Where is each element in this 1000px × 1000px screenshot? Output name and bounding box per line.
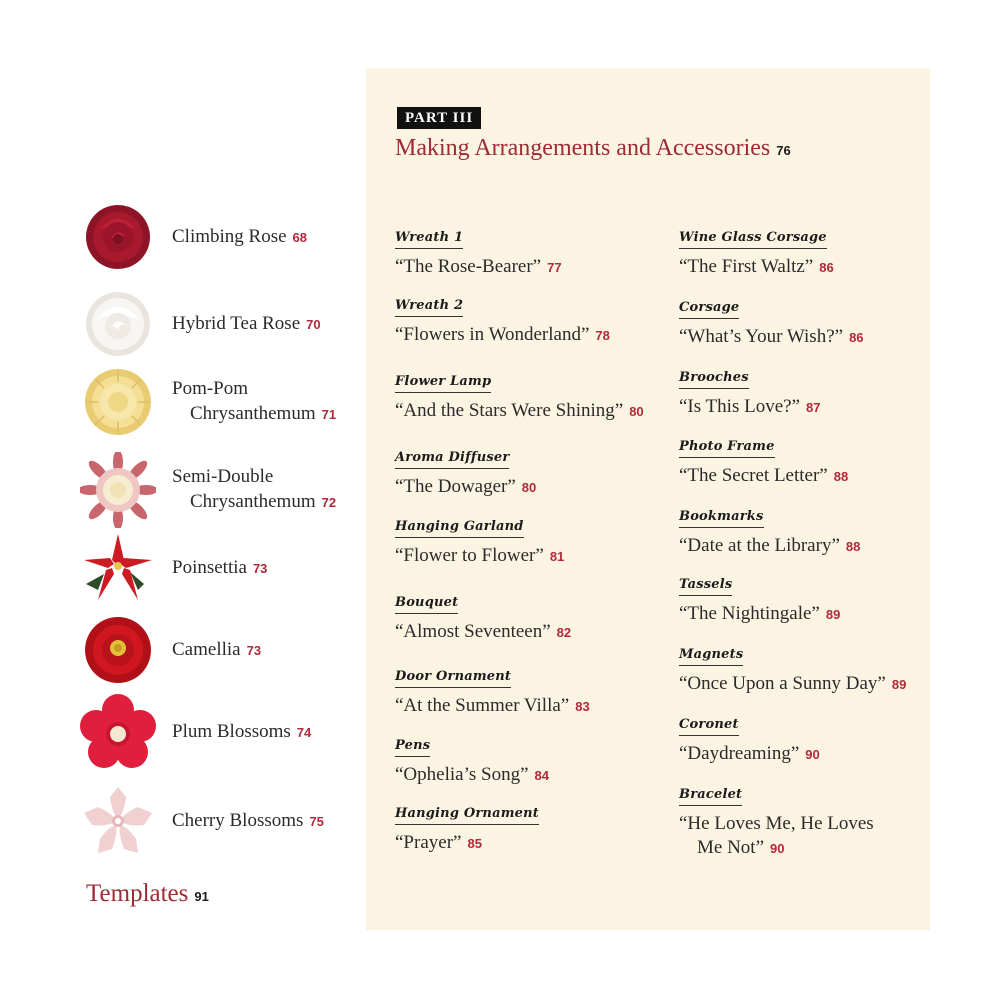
entry-page-number: 89 (825, 607, 841, 622)
entry-category: Pens (395, 738, 430, 757)
entry-page-number: 88 (833, 469, 849, 484)
flower-item-climbing-rose[interactable] (80, 199, 370, 275)
entry-hanging-ornament[interactable] (395, 804, 539, 856)
entry-category: Aroma Diffuser (395, 450, 509, 469)
entry-title: “Almost Seventeen” 82 (395, 621, 572, 642)
entry-category: Wine Glass Corsage (679, 230, 827, 249)
entry-category: Brooches (679, 370, 749, 389)
flower-name: Hybrid Tea Rose 70 (172, 313, 321, 334)
entry-category: Coronet (679, 717, 739, 736)
entry-title: “Date at the Library” 88 (679, 535, 861, 556)
flower-name: Poinsettia 73 (172, 557, 268, 578)
flower-item-pom-pom-chrysanthemum[interactable] (80, 364, 370, 440)
flower-item-plum-blossoms[interactable] (80, 694, 370, 770)
entry-corsage[interactable] (679, 298, 864, 350)
entry-page-number: 77 (547, 260, 562, 275)
entry-aroma-diffuser[interactable] (395, 448, 536, 500)
entry-page-number: 85 (467, 836, 482, 851)
entry-page-number: 78 (595, 328, 610, 343)
flower-page-number: 75 (309, 814, 324, 829)
entry-bouquet[interactable] (395, 593, 571, 645)
entry-title: “And the Stars Were Shining” 80 (395, 400, 644, 421)
entry-flower-lamp[interactable] (395, 372, 644, 424)
flower-item-semi-double-chrysanthemum[interactable] (80, 452, 370, 528)
flower-page-number: 71 (321, 407, 337, 422)
entry-magnets[interactable] (679, 645, 906, 697)
entry-title: “The Secret Letter” 88 (679, 465, 849, 486)
part-page-number: 76 (776, 143, 791, 158)
entry-category: Bookmarks (679, 509, 764, 528)
entry-title: “Is This Love?” 87 (679, 396, 821, 417)
entry-title: “He Loves Me, He Loves Me Not” 90 (679, 813, 874, 858)
entry-category: Flower Lamp (395, 374, 491, 393)
flower-name: Semi-Double Chrysanthemum 72 (172, 466, 337, 512)
flower-item-hybrid-tea-rose[interactable] (80, 286, 370, 362)
flower-item-cherry-blossoms[interactable] (80, 783, 370, 859)
poinsettia-icon (80, 530, 156, 606)
flower-name: Climbing Rose 68 (172, 226, 308, 247)
flower-item-camellia[interactable] (80, 612, 370, 688)
flower-name: Cherry Blossoms 75 (172, 810, 324, 831)
entry-page-number: 80 (629, 404, 644, 419)
flower-page-number: 70 (306, 317, 321, 332)
flower-name: Plum Blossoms 74 (172, 721, 312, 742)
entry-page-number: 83 (575, 699, 590, 714)
entry-category: Hanging Garland (395, 519, 524, 538)
entry-tassels[interactable] (679, 575, 840, 627)
entry-title: “Prayer” 85 (395, 832, 482, 853)
entry-category: Magnets (679, 647, 743, 666)
templates-link[interactable] (86, 880, 209, 908)
entry-category: Corsage (679, 300, 739, 319)
entry-coronet[interactable] (679, 715, 820, 767)
entry-title: “The Rose-Bearer” 77 (395, 256, 562, 277)
entry-title: “What’s Your Wish?” 86 (679, 326, 864, 347)
entry-brooches[interactable] (679, 368, 820, 420)
pom-pom-chrysanthemum-icon (80, 364, 156, 440)
entry-bracelet[interactable] (679, 785, 874, 861)
entry-wreath-2[interactable] (395, 296, 610, 348)
part-title[interactable] (395, 135, 791, 162)
cherry-blossom-icon (80, 783, 156, 859)
entry-page-number: 90 (805, 747, 820, 762)
entry-photo-frame[interactable] (679, 437, 848, 489)
entry-title: “Flowers in Wonderland” 78 (395, 324, 610, 345)
entry-category: Door Ornament (395, 669, 511, 688)
entry-title: “Ophelia’s Song” 84 (395, 764, 549, 785)
flower-name: Camellia 73 (172, 639, 262, 660)
templates-label: Templates (86, 880, 189, 907)
entry-category: Hanging Ornament (395, 806, 539, 825)
entry-category: Photo Frame (679, 439, 775, 458)
entry-page-number: 86 (819, 260, 834, 275)
flower-page-number: 68 (292, 230, 308, 245)
entry-page-number: 80 (521, 480, 537, 495)
entry-hanging-garland[interactable] (395, 517, 564, 569)
entry-title: “At the Summer Villa” 83 (395, 695, 590, 716)
entry-page-number: 89 (891, 677, 907, 692)
entry-title: “Daydreaming” 90 (679, 743, 820, 764)
entry-category: Bouquet (395, 595, 458, 614)
entry-page-number: 82 (556, 625, 572, 640)
entry-category: Tassels (679, 577, 732, 596)
entry-page-number: 88 (845, 539, 861, 554)
flower-item-poinsettia[interactable] (80, 530, 370, 606)
entry-category: Wreath 1 (395, 230, 463, 249)
entry-bookmarks[interactable] (679, 507, 860, 559)
plum-blossom-icon (80, 694, 156, 770)
climbing-rose-icon (80, 199, 156, 275)
entry-title: “The Nightingale” 89 (679, 603, 841, 624)
entry-title: “The First Waltz” 86 (679, 256, 834, 277)
entry-title: “Flower to Flower” 81 (395, 545, 565, 566)
part-label: PART III (397, 107, 481, 129)
entry-category: Wreath 2 (395, 298, 463, 317)
flower-page-number: 73 (252, 561, 268, 576)
entry-page-number: 81 (549, 549, 565, 564)
entry-title: “The Dowager” 80 (395, 476, 537, 497)
flower-name: Pom-Pom Chrysanthemum 71 (172, 378, 337, 424)
templates-page-number: 91 (194, 889, 209, 904)
entry-title: “Once Upon a Sunny Day” 89 (679, 673, 907, 694)
flower-page-number: 74 (296, 725, 312, 740)
entry-pens[interactable] (395, 736, 549, 788)
semi-double-chrysanthemum-icon (80, 452, 156, 528)
flower-page-number: 73 (246, 643, 262, 658)
flower-page-number: 72 (321, 495, 337, 510)
part-title-text: Making Arrangements and Accessories (395, 135, 771, 161)
entry-door-ornament[interactable] (395, 667, 590, 719)
entry-page-number: 84 (534, 768, 549, 783)
entry-category: Bracelet (679, 787, 742, 806)
entry-wine-glass-corsage[interactable] (679, 228, 834, 280)
entry-wreath-1[interactable] (395, 228, 562, 280)
hybrid-tea-rose-icon (80, 286, 156, 362)
entry-page-number: 87 (806, 400, 821, 415)
entry-page-number: 90 (770, 841, 785, 856)
entry-page-number: 86 (849, 330, 864, 345)
camellia-icon (80, 612, 156, 688)
